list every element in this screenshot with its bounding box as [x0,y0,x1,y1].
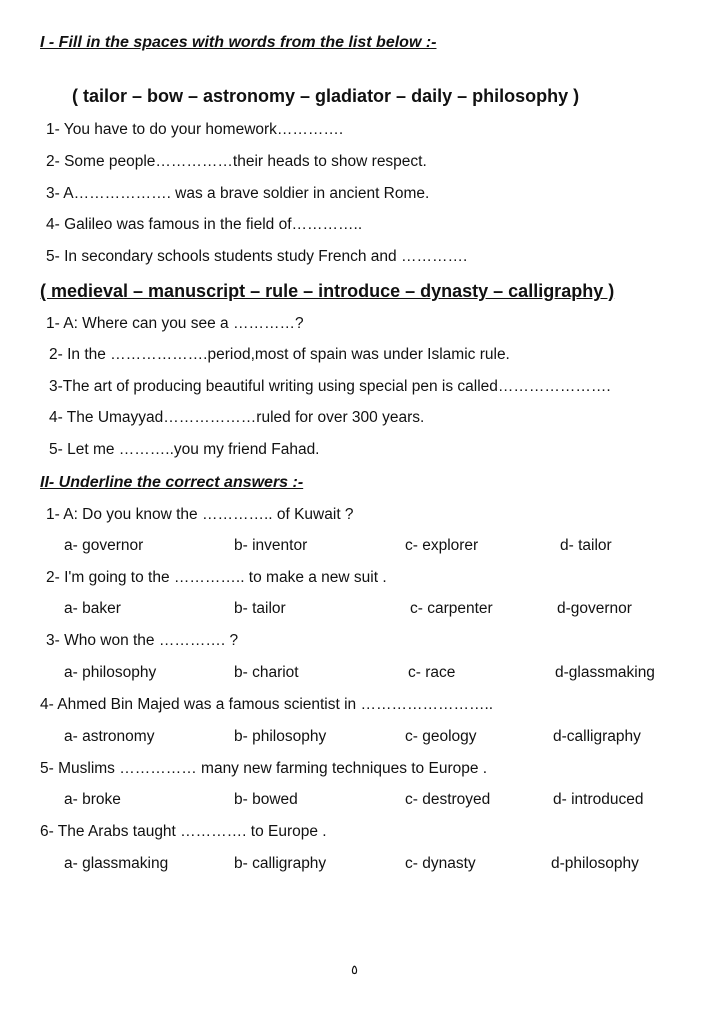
q2-option-d[interactable]: d-governor [557,600,632,617]
fill-item-5: 5- In secondary schools students study French and …………. [46,248,468,265]
q3-option-c[interactable]: c- race [408,664,456,681]
fill-item-4: 4- Galileo was famous in the field of………….. [46,216,363,233]
word-list-2: ( medieval – manuscript – rule – introduce – dynasty – calligraphy ) [40,281,615,301]
question-3: 3- Who won the …………. ? [46,632,239,649]
fill-item-8: 3-The art of producing beautiful writing using special pen is called…………………. [49,378,611,395]
q2-option-a[interactable]: a- baker [64,600,121,617]
fill-item-6: 1- A: Where can you see a …………? [46,315,304,332]
q5-option-a[interactable]: a- broke [64,791,121,808]
fill-item-10: 5- Let me ………..you my friend Fahad. [49,441,320,458]
q1-option-c[interactable]: c- explorer [405,537,479,554]
q4-option-b[interactable]: b- philosophy [234,728,327,745]
question-6: 6- The Arabs taught …………. to Europe . [40,823,327,840]
q3-option-a[interactable]: a- philosophy [64,664,157,681]
q6-option-c[interactable]: c- dynasty [405,855,476,872]
fill-item-2: 2- Some people……………their heads to show respect. [46,153,427,170]
q1-option-d[interactable]: d- tailor [560,537,612,554]
q1-option-b[interactable]: b- inventor [234,537,308,554]
q3-option-d[interactable]: d-glassmaking [555,664,655,681]
section2-heading: II- Underline the correct answers :- [40,474,304,491]
section1-heading: I - Fill in the spaces with words from the list below :- [40,34,437,51]
q6-option-a[interactable]: a- glassmaking [64,855,169,872]
q2-option-b[interactable]: b- tailor [234,600,286,617]
q5-option-d[interactable]: d- introduced [553,791,644,808]
q6-option-d[interactable]: d-philosophy [551,855,639,872]
q4-option-d[interactable]: d-calligraphy [553,728,641,745]
q5-option-b[interactable]: b- bowed [234,791,298,808]
question-5: 5- Muslims …………… many new farming techniques to Europe . [40,760,488,777]
q4-option-a[interactable]: a- astronomy [64,728,155,745]
question-2: 2- I'm going to the ………….. to make a new suit . [46,569,387,586]
q1-option-a[interactable]: a- governor [64,537,144,554]
question-4: 4- Ahmed Bin Majed was a famous scientist in …………………….. [40,696,494,713]
word-list-1: ( tailor – bow – astronomy – gladiator – daily – philosophy ) [72,86,580,106]
q5-option-c[interactable]: c- destroyed [405,791,491,808]
fill-item-7: 2- In the ……………….period,most of spain was under Islamic rule. [49,346,510,363]
q2-option-c[interactable]: c- carpenter [410,600,493,617]
q6-option-b[interactable]: b- calligraphy [234,855,327,872]
fill-item-1: 1- You have to do your homework…………. [46,121,344,138]
page-number: ٥ [351,962,358,977]
fill-item-9: 4- The Umayyad………………ruled for over 300 years. [49,409,425,426]
question-1: 1- A: Do you know the ………….. of Kuwait ? [46,506,354,523]
q4-option-c[interactable]: c- geology [405,728,477,745]
q3-option-b[interactable]: b- chariot [234,664,299,681]
fill-item-3: 3- A………………. was a brave soldier in ancient Rome. [46,185,430,202]
